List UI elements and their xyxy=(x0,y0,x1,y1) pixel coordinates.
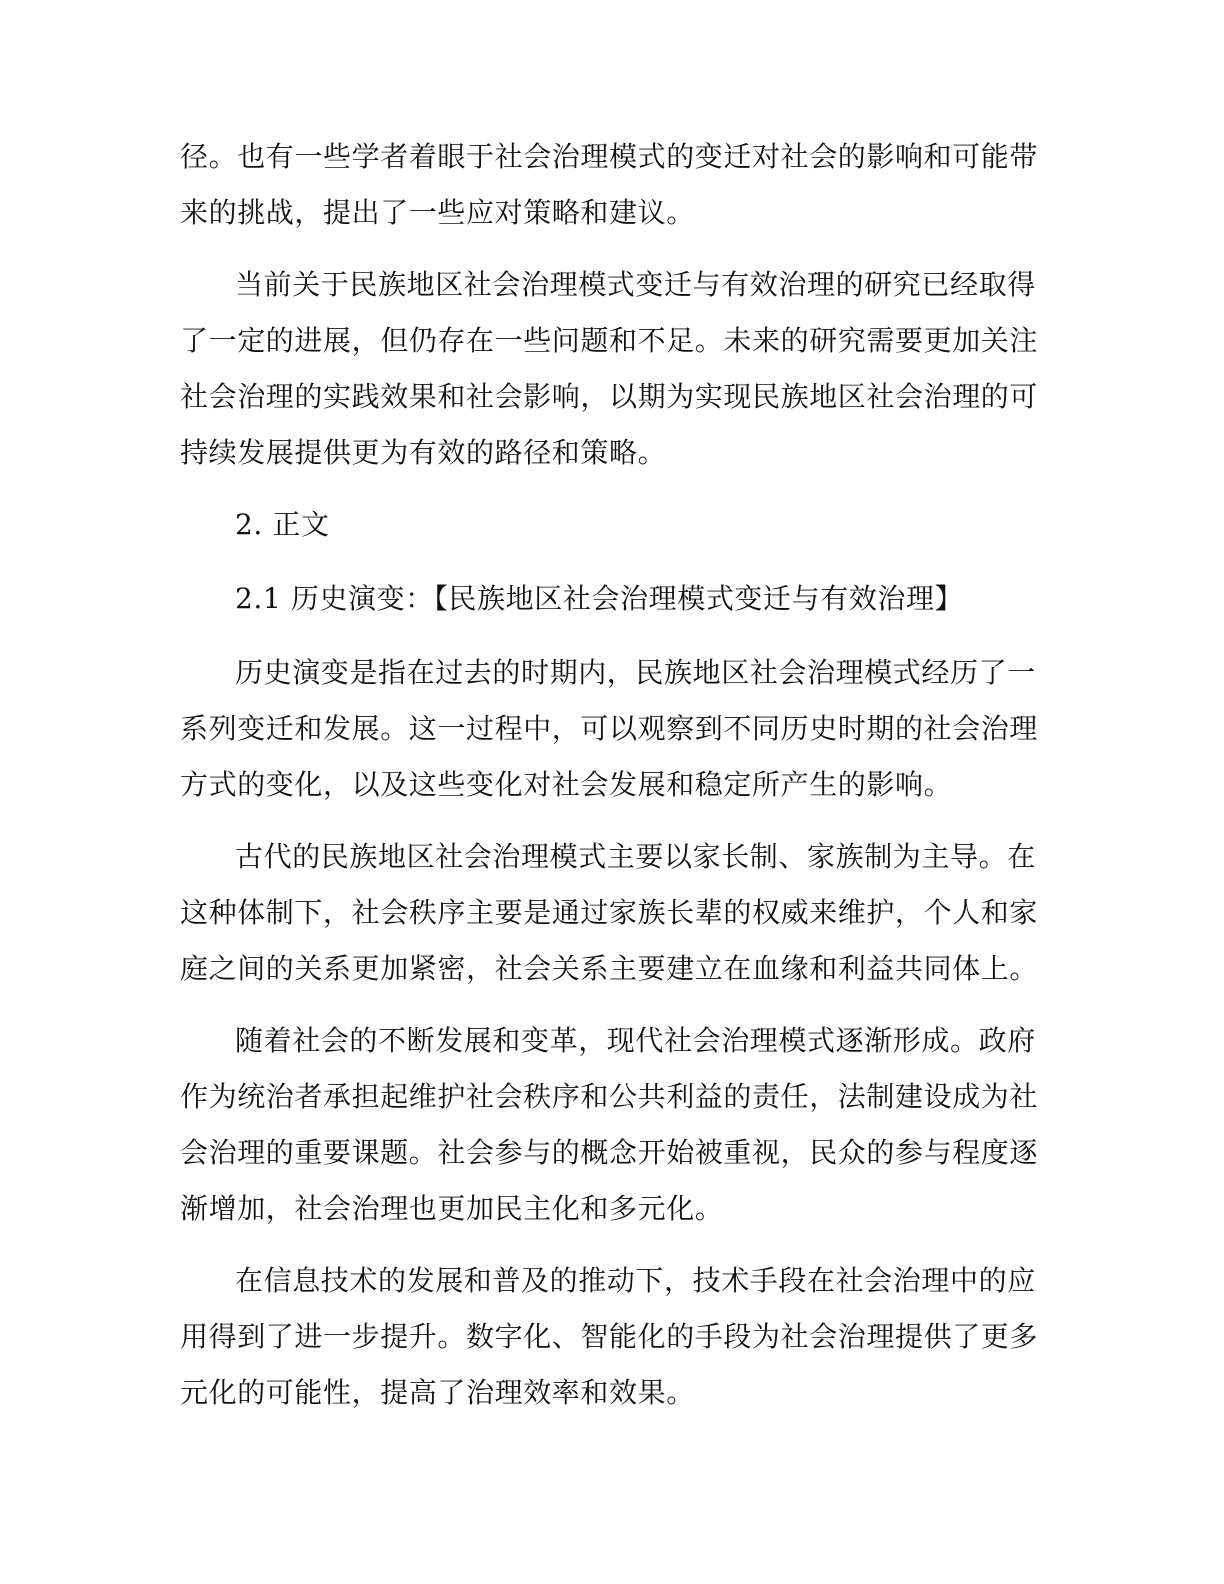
text-line: 作为统治者承担起维护社会秩序和公共利益的责任，法制建设成为社 xyxy=(180,1080,1039,1113)
text-line: 元化的可能性，提高了治理效率和效果。 xyxy=(180,1376,695,1409)
text-line: 古代的民族地区社会治理模式主要以家长制、家族制为主导。在 xyxy=(235,840,1036,873)
section-heading: 2. 正文 xyxy=(235,508,330,541)
text-line: 随着社会的不断发展和变革，现代社会治理模式逐渐形成。政府 xyxy=(235,1024,1036,1057)
text-line: 方式的变化，以及这些变化对社会发展和稳定所产生的影响。 xyxy=(180,768,953,801)
text-line: 用得到了进一步提升。数字化、智能化的手段为社会治理提供了更多 xyxy=(180,1320,1039,1353)
text-line: 渐增加，社会治理也更加民主化和多元化。 xyxy=(180,1192,724,1225)
text-line: 来的挑战，提出了一些应对策略和建议。 xyxy=(180,196,695,229)
text-line: 历史演变是指在过去的时期内，民族地区社会治理模式经历了一 xyxy=(235,656,1036,689)
text-line: 径。也有一些学者着眼于社会治理模式的变迁对社会的影响和可能带 xyxy=(180,140,1039,173)
text-line: 庭之间的关系更加紧密，社会关系主要建立在血缘和利益共同体上。 xyxy=(180,952,1039,985)
text-line: 社会治理的实践效果和社会影响，以期为实现民族地区社会治理的可 xyxy=(180,380,1039,413)
text-line: 当前关于民族地区社会治理模式变迁与有效治理的研究已经取得 xyxy=(235,268,1036,301)
text-line: 系列变迁和发展。这一过程中，可以观察到不同历史时期的社会治理 xyxy=(180,712,1039,745)
text-line: 这种体制下，社会秩序主要是通过家族长辈的权威来维护，个人和家 xyxy=(180,896,1039,929)
text-line: 持续发展提供更为有效的路径和策略。 xyxy=(180,436,667,469)
text-line: 在信息技术的发展和普及的推动下，技术手段在社会治理中的应 xyxy=(235,1264,1036,1297)
subsection-heading: 2.1 历史演变：【民族地区社会治理模式变迁与有效治理】 xyxy=(235,582,964,615)
text-line: 了一定的进展，但仍存在一些问题和不足。未来的研究需要更加关注 xyxy=(180,324,1039,357)
text-line: 会治理的重要课题。社会参与的概念开始被重视，民众的参与程度逐 xyxy=(180,1136,1039,1169)
